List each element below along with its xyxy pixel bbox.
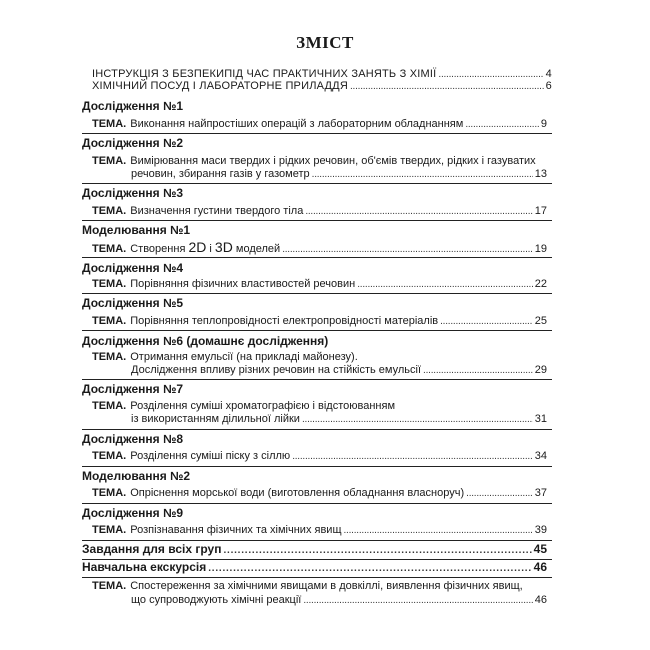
toc-entry[interactable] bbox=[131, 168, 547, 181]
dot-leader bbox=[344, 524, 533, 537]
toc-entry-equipment[interactable] bbox=[92, 80, 552, 93]
dot-leader bbox=[282, 243, 533, 256]
divider bbox=[82, 220, 552, 221]
dot-leader bbox=[465, 118, 539, 131]
entry-text bbox=[92, 580, 523, 593]
divider bbox=[82, 133, 552, 134]
topic-text: Порівняння теплопровідності електропровідності матеріалів bbox=[130, 315, 439, 327]
toc-entry-line1[interactable] bbox=[92, 155, 547, 168]
dot-leader bbox=[303, 594, 532, 607]
topic-text: Визначення густини твердого тіла bbox=[130, 205, 304, 217]
topic-text: Розпізнавання фізичних та хімічних явищ bbox=[130, 524, 342, 536]
topic-text: Спостереження за хімічними явищами в довкіллі, виявлення фізичних явищ, bbox=[130, 580, 523, 592]
entry-text: ХІМІЧНИЙ ПОСУД І ЛАБОРАТОРНЕ ПРИЛАДДЯ bbox=[92, 80, 348, 92]
entry-text bbox=[92, 205, 303, 218]
dot-leader bbox=[223, 544, 531, 557]
divider bbox=[82, 257, 552, 258]
page-number: 31 bbox=[534, 413, 547, 425]
entry-text bbox=[92, 351, 358, 364]
dot-leader bbox=[305, 205, 532, 218]
page-number: 13 bbox=[534, 168, 547, 180]
dot-leader bbox=[466, 487, 533, 500]
page-number: 46 bbox=[534, 594, 547, 606]
toc-entry[interactable] bbox=[92, 487, 547, 500]
page-number: 19 bbox=[534, 243, 547, 255]
section-heading: Дослідження №6 (домашнє дослідження) bbox=[82, 334, 329, 348]
toc-entry[interactable] bbox=[131, 594, 547, 607]
entry-text bbox=[92, 400, 395, 413]
toc-entry-excursion[interactable] bbox=[82, 561, 547, 575]
divider bbox=[82, 577, 552, 578]
entry-text bbox=[92, 450, 290, 463]
tema-label: ТЕМА. bbox=[92, 315, 127, 327]
section-heading: Дослідження №7 bbox=[82, 382, 184, 396]
tema-label: ТЕМА. bbox=[92, 400, 127, 412]
topic-text: Отримання емульсії (на прикладі майонезу). bbox=[130, 351, 358, 363]
tema-label: ТЕМА. bbox=[92, 243, 127, 255]
divider bbox=[82, 429, 552, 430]
topic-text-cont: Дослідження впливу різних речовин на стійкість емульсії bbox=[131, 364, 422, 376]
section-heading: Дослідження №9 bbox=[82, 506, 184, 520]
topic-text-2d: 2D bbox=[188, 239, 207, 255]
topic-text: Виконання найпростіших операцій з лабораторним обладнанням bbox=[130, 118, 464, 130]
section-heading: Моделювання №2 bbox=[82, 469, 191, 483]
tema-label: ТЕМА. bbox=[92, 205, 127, 217]
topic-text-e: моделей bbox=[232, 243, 281, 255]
tema-label: ТЕМА. bbox=[92, 450, 127, 462]
tema-label: ТЕМА. bbox=[92, 118, 127, 130]
page-number: 25 bbox=[534, 315, 547, 327]
topic-text: Опріснення морської води (виготовлення обладнання власноруч) bbox=[130, 487, 465, 499]
page-number: 39 bbox=[534, 524, 547, 536]
toc-entry[interactable] bbox=[92, 524, 547, 537]
dot-leader bbox=[302, 413, 533, 426]
topic-text-cont: із використанням ділильної лійки bbox=[131, 413, 300, 425]
toc-entry[interactable] bbox=[92, 450, 547, 463]
section-heading: Моделювання №1 bbox=[82, 223, 191, 237]
page-number: 6 bbox=[545, 80, 552, 92]
divider bbox=[82, 503, 552, 504]
toc-entry[interactable] bbox=[92, 241, 547, 256]
toc-entry[interactable] bbox=[131, 364, 547, 377]
tema-label: ТЕМА. bbox=[92, 278, 127, 290]
section-heading: Дослідження №3 bbox=[82, 186, 184, 200]
divider bbox=[82, 293, 552, 294]
dot-leader bbox=[357, 278, 533, 291]
toc-entry-tasks[interactable] bbox=[82, 543, 547, 557]
divider bbox=[82, 330, 552, 331]
divider bbox=[82, 379, 552, 380]
topic-text: Розділення суміші хроматографією і відстоюванням bbox=[130, 400, 396, 412]
entry-text: ІНСТРУКЦІЯ З БЕЗПЕКИПІД ЧАС ПРАКТИЧНИХ ЗАНЯТЬ З ХІМІЇ bbox=[92, 68, 437, 80]
tema-label: ТЕМА. bbox=[92, 487, 127, 499]
toc-entry[interactable] bbox=[92, 205, 547, 218]
divider bbox=[82, 466, 552, 467]
toc-entry[interactable] bbox=[92, 278, 547, 291]
section-heading: Дослідження №8 bbox=[82, 432, 184, 446]
section-heading: Дослідження №4 bbox=[82, 261, 184, 275]
divider bbox=[82, 183, 552, 184]
tema-label: ТЕМА. bbox=[92, 351, 127, 363]
entry-text bbox=[92, 278, 355, 291]
page-number: 4 bbox=[545, 68, 552, 80]
toc-entry-line1[interactable] bbox=[92, 351, 547, 364]
dot-leader bbox=[208, 562, 531, 575]
dot-leader bbox=[440, 315, 533, 328]
page-number: 9 bbox=[540, 118, 547, 130]
tema-label: ТЕМА. bbox=[92, 524, 127, 536]
entry-text: Завдання для всіх груп bbox=[82, 542, 222, 556]
page-number: 17 bbox=[534, 205, 547, 217]
entry-text bbox=[92, 118, 463, 131]
topic-text-cont: що супроводжують хімічні реакції bbox=[131, 594, 302, 606]
page-number: 37 bbox=[534, 487, 547, 499]
divider bbox=[82, 540, 552, 541]
entry-text bbox=[92, 241, 280, 256]
section-heading: Дослідження №1 bbox=[82, 99, 184, 113]
dot-leader bbox=[350, 80, 544, 93]
toc-entry[interactable] bbox=[92, 118, 547, 131]
section-heading: Дослідження №2 bbox=[82, 136, 184, 150]
topic-text-c: і bbox=[206, 243, 215, 255]
topic-text: Порівняння фізичних властивостей речовин bbox=[130, 278, 356, 290]
topic-text: Вимірювання маси твердих і рідких речовин, об'ємів твердих, рідких і газуватих bbox=[130, 155, 536, 167]
page-number: 46 bbox=[533, 560, 547, 574]
dot-leader bbox=[312, 168, 533, 181]
entry-text bbox=[92, 487, 464, 500]
page-number: 22 bbox=[534, 278, 547, 290]
tema-label: ТЕМА. bbox=[92, 155, 127, 167]
entry-text bbox=[92, 315, 438, 328]
toc-entry-line1[interactable] bbox=[92, 580, 547, 593]
topic-text-cont: речовин, збирання газів у газометр bbox=[131, 168, 310, 180]
page-number: 29 bbox=[534, 364, 547, 376]
entry-text bbox=[92, 155, 536, 168]
dot-leader bbox=[292, 450, 533, 463]
topic-text-3d: 3D bbox=[214, 239, 233, 255]
entry-text bbox=[92, 524, 342, 537]
toc-entry-line1[interactable] bbox=[92, 400, 547, 413]
dot-leader bbox=[423, 364, 533, 377]
toc-entry[interactable] bbox=[92, 315, 547, 328]
page-number: 34 bbox=[534, 450, 547, 462]
section-heading: Дослідження №5 bbox=[82, 296, 184, 310]
page-number: 45 bbox=[533, 542, 547, 556]
topic-text: Розділення суміші піску з сіллю bbox=[130, 450, 291, 462]
entry-text: Навчальна екскурсія bbox=[82, 560, 207, 574]
topic-text-a: Створення bbox=[130, 243, 189, 255]
toc-entry[interactable] bbox=[131, 413, 547, 426]
tema-label: ТЕМА. bbox=[92, 580, 127, 592]
page-title: ЗМІСТ bbox=[296, 33, 354, 52]
